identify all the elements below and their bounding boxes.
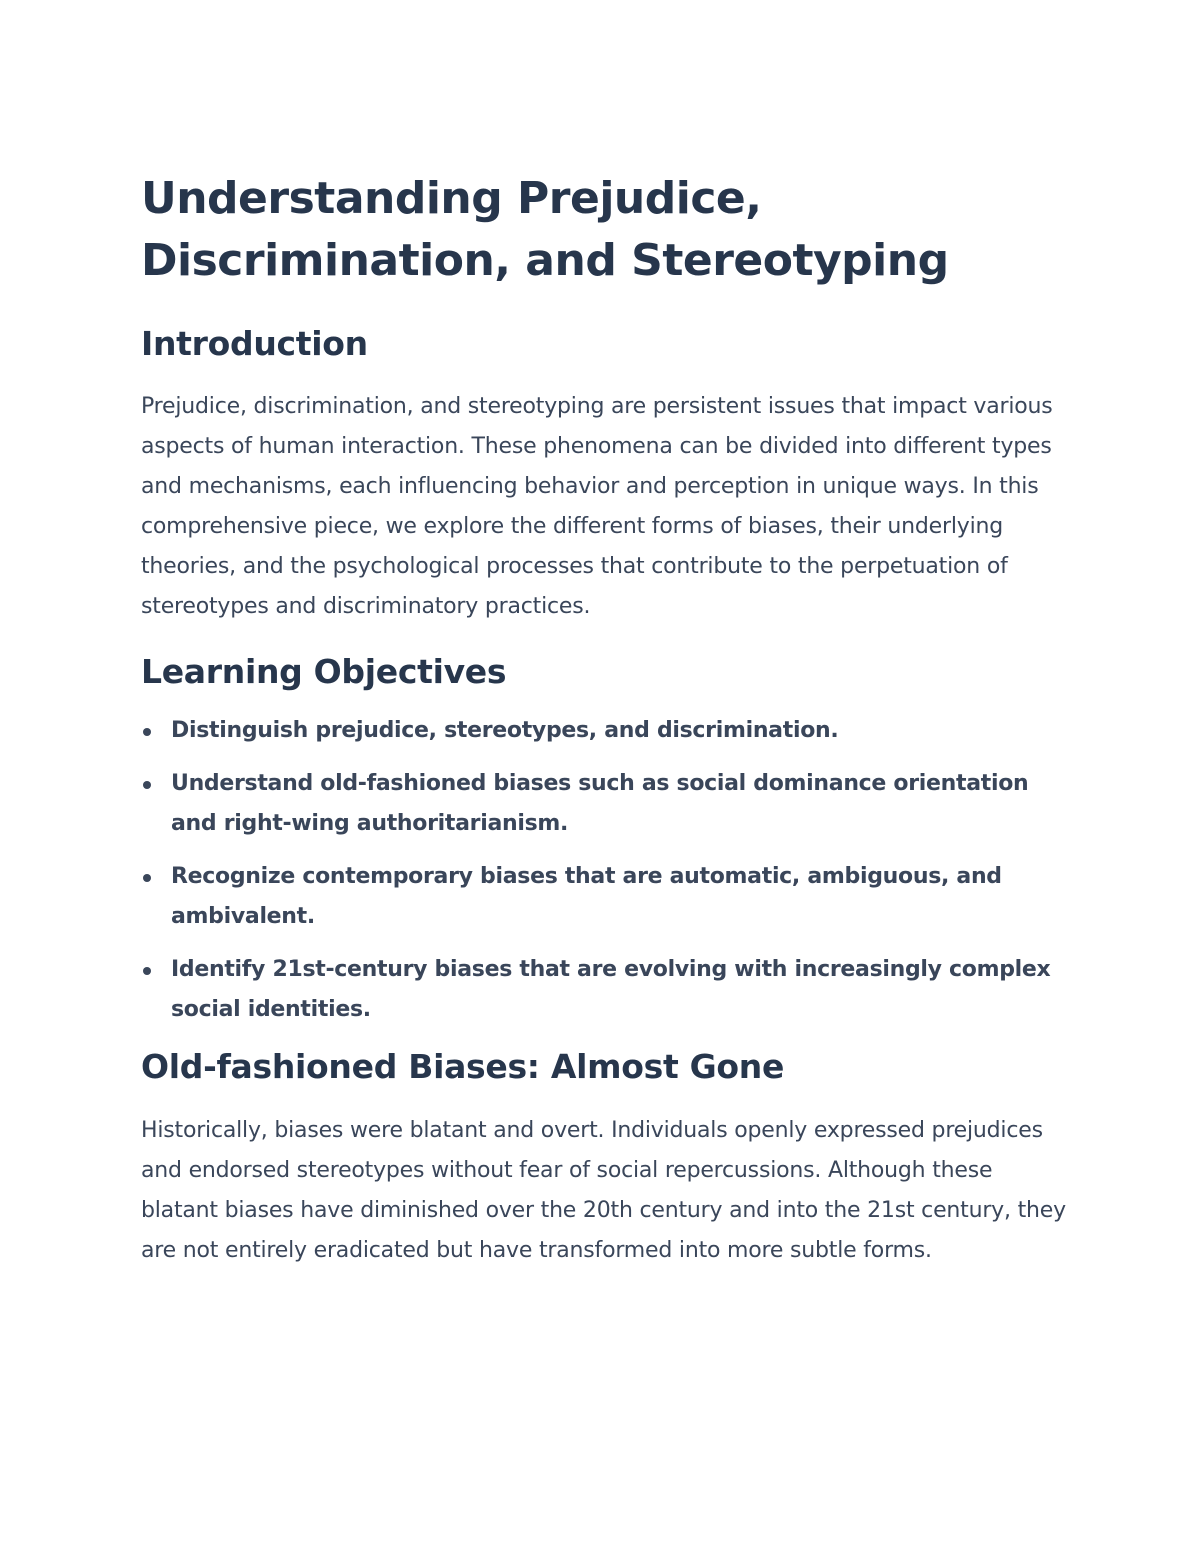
introduction-paragraph: Prejudice, discrimination, and stereotyping are persistent issues that impact various aspects of human interaction. These phenomena can be divided into different types and mechanisms, each influencing behavior and perception in unique ways. In this comprehensive piece, we explore the different forms of biases, their underlying theories, and the psychological processes that contribute to the perpetuation of stereotypes and discriminatory practices. [141,394,1053,619]
objective-text: Understand old-fashioned biases such as social dominance orientation and right-wing authoritarianism. [171,771,1029,836]
old-fashioned-biases-paragraph: Historically, biases were blatant and overt. Individuals openly expressed prejudices and endorsed stereotypes without fear of social repercussions. Although these blatant biases have diminished over the 20th century and into the 21st century, they are not entirely eradicated but have transformed into more subtle forms. [141,1118,1066,1263]
list-item [141,711,1071,751]
list-item [141,857,1071,937]
list-item [141,764,1071,844]
bullet-icon [143,874,151,882]
bullet-icon [143,967,151,975]
section-heading-old-fashioned-biases: Old-fashioned Biases: Almost Gone [141,1047,785,1086]
objective-text: Identify 21st-century biases that are evolving with increasingly complex social identities. [171,957,1051,1022]
document-page [141,168,1071,1271]
learning-objectives-list [141,711,1071,1030]
section-heading-learning-objectives: Learning Objectives [141,652,507,691]
document-title: Understanding Prejudice, Discrimination, and Stereotyping [141,173,949,286]
bullet-icon [143,728,151,736]
bullet-icon [143,781,151,789]
list-item [141,950,1071,1030]
section-heading-introduction: Introduction [141,324,368,363]
objective-text: Distinguish prejudice, stereotypes, and discrimination. [171,718,839,743]
objective-text: Recognize contemporary biases that are automatic, ambiguous, and ambivalent. [171,864,1002,929]
